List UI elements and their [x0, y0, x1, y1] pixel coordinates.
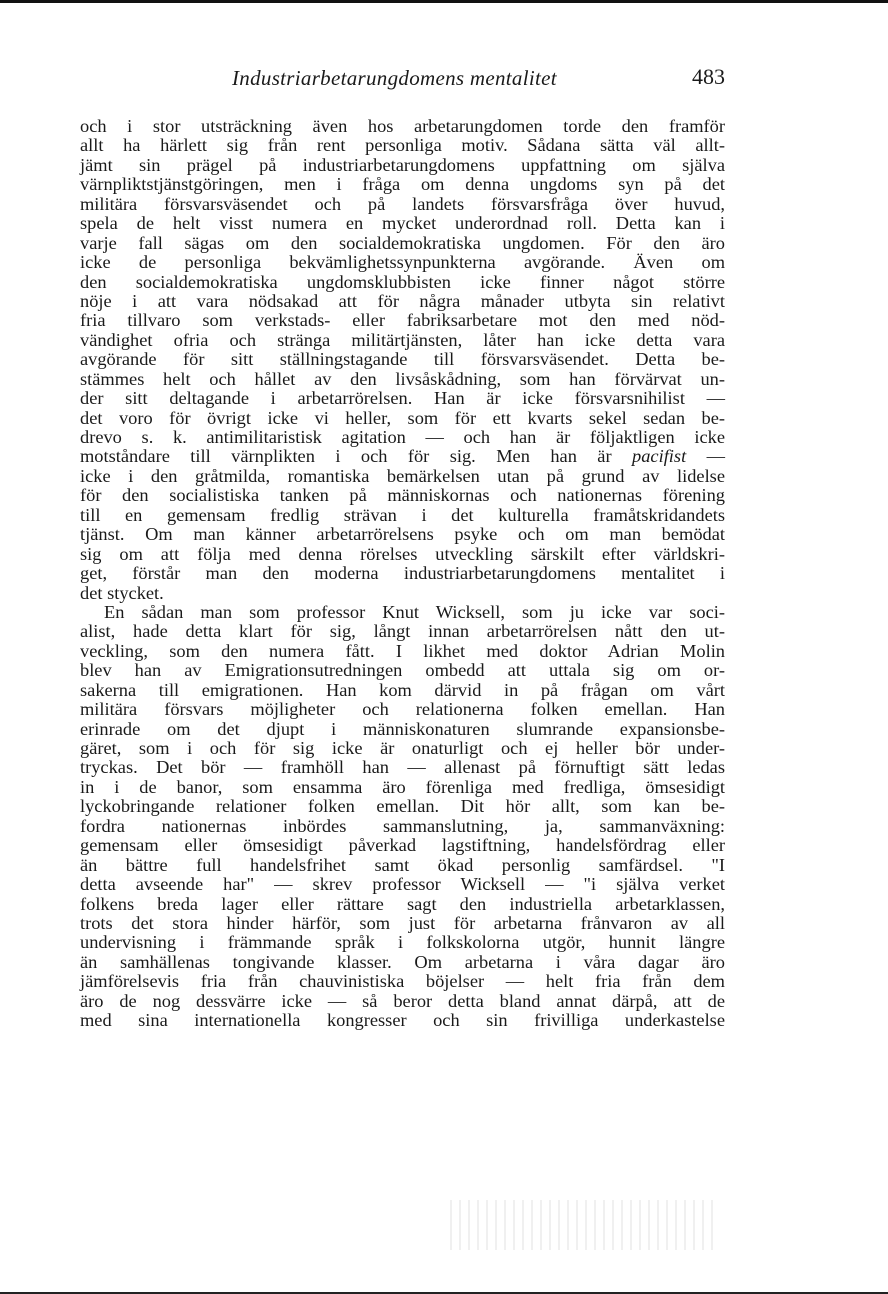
- text-line: icke i den gråtmilda, romantiska bemärkelsen utan på grund av lidelse: [80, 465, 725, 486]
- text-line: den socialdemokratiska ungdomsklubbisten icke finner något större: [80, 271, 725, 292]
- text-line: än bättre full handelsfrihet samt ökad personlig samfärdsel. "I: [80, 854, 725, 875]
- text-line: sig om att följa med denna rörelses utveckling särskilt efter världskri-: [80, 543, 725, 564]
- text-line: spela de helt visst numera en mycket underordnad roll. Detta kan i: [80, 213, 725, 234]
- text-line: till en gemensam fredlig strävan i det kulturella framåtskridandets: [80, 504, 725, 525]
- running-title: Industriarbetarungdomens mentalitet: [232, 66, 557, 90]
- top-border: [0, 0, 888, 3]
- paragraph-end-line: det stycket.: [80, 582, 164, 603]
- text-line: trots det stora hinder härför, som just för arbetarna frånvaron av all: [80, 912, 725, 933]
- text-line: stämmes helt och hållet av den livsåskådning, som han förvärvat un-: [80, 368, 725, 389]
- text-line: get, förstår man den moderna industriarbetarungdomens mentalitet i: [80, 563, 725, 584]
- text-line: motståndare till värnplikten i och för sig. Men han är pacifist —: [80, 446, 726, 467]
- text-line: undervisning i främmande språk i folkskolorna utgör, hunnit längre: [80, 932, 725, 953]
- text-line: fria tillvaro som verkstads- eller fabriksarbetare mot den med nöd-: [80, 310, 725, 331]
- text-line: militära försvarsväsendet och på landets försvarsfråga över huvud,: [80, 193, 725, 214]
- text-line: militära försvars möjligheter och relationerna folken emellan. Han: [80, 699, 725, 720]
- text-line: erinrade om det djupt i människonaturen slumrande expansionsbe-: [80, 718, 725, 739]
- text-line: för den socialistiska tanken på människornas och nationernas förening: [80, 485, 725, 506]
- text-line: allt ha härlett sig från rent personliga motiv. Sådana sätta väl allt-: [80, 135, 725, 156]
- text-line: fordra nationernas inbördes sammanslutning, ja, sammanväxning:: [80, 815, 725, 836]
- emphasis-pacifist: pacifist: [632, 446, 687, 467]
- text-line: detta avseende har" — skrev professor Wicksell — "i själva verket: [80, 874, 725, 895]
- text-line: lyckobringande relationer folken emellan. Dit hör allt, som kan be-: [80, 796, 725, 817]
- text-line: gemensam eller ömsesidigt påverkad lagstiftning, handelsfördrag eller: [80, 835, 725, 856]
- text-line: vändighet ofria och stränga militärtjänsten, låter han icke detta vara: [80, 329, 725, 350]
- text-line: det voro för övrigt icke vi heller, som för ett kvarts sekel sedan be-: [80, 407, 725, 428]
- show-through-smudge: [450, 1200, 720, 1250]
- text-line: gäret, som i och för sig icke är onaturligt och ej heller bör under-: [80, 738, 725, 758]
- text-line: drevo s. k. antimilitaristisk agitation — och han är följaktligen icke: [80, 427, 725, 447]
- text-line: än samhällenas tongivande klasser. Om arbetarna i våra dagar äro: [80, 951, 725, 972]
- paragraph-start-line: En sådan man som professor Knut Wicksell, som ju icke var soci-: [104, 601, 725, 622]
- text-line: varje fall sägas om den socialdemokratiska ungdomen. För den äro: [80, 232, 725, 253]
- text-line: avgörande för sitt ställningstagande till försvarsväsendet. Detta be-: [80, 349, 725, 370]
- text-line: folkens breda lager eller rättare sagt den industriella arbetarklassen,: [80, 893, 725, 914]
- text-line: sakerna till emigrationen. Han kom därvid in på frågan om vårt: [80, 679, 725, 700]
- text-line: nöje i att vara nödsakad att för några månader utbyta sin relativt: [80, 290, 725, 311]
- text-line: jämförelsevis fria från chauvinistiska böjelser — helt fria från dem: [80, 971, 725, 992]
- text-line: tjänst. Om man känner arbetarrörelsens psyke och om man bemödat: [80, 524, 725, 545]
- page-number: 483: [692, 64, 725, 89]
- text-line: värnpliktstjänstgöringen, men i fråga om denna ungdoms syn på det: [80, 174, 725, 195]
- text-line: icke de personliga bekvämlighetssynpunkterna avgörande. Även om: [80, 252, 725, 273]
- text-line: der sitt deltagande i arbetarrörelsen. Han är icke försvarsnihilist —: [80, 388, 725, 409]
- text-line: och i stor utsträckning även hos arbetarungdomen torde den framför: [80, 116, 725, 136]
- text-line: jämt sin prägel på industriarbetarungdomens uppfattning om själva: [80, 154, 725, 175]
- body-text: [80, 117, 725, 1031]
- text-line: med sina internationella kongresser och sin frivilliga underkastelse: [80, 1010, 725, 1031]
- text-line: äro de nog dessvärre icke — så beror detta bland annat därpå, att de: [80, 990, 725, 1011]
- text-line: in i de banor, som ensamma äro förenliga med fredliga, ömsesidigt: [80, 776, 725, 797]
- text-line: veckling, som den numera fått. I likhet med doktor Adrian Molin: [80, 640, 725, 661]
- text-line: tryckas. Det bör — framhöll han — allenast på förnuftigt sätt ledas: [80, 757, 725, 778]
- text-line: alist, hade detta klart för sig, långt innan arbetarrörelsen nått den ut-: [80, 621, 725, 642]
- page-header: [80, 64, 725, 96]
- text-line: blev han av Emigrationsutredningen ombedd att uttala sig om or-: [80, 660, 725, 681]
